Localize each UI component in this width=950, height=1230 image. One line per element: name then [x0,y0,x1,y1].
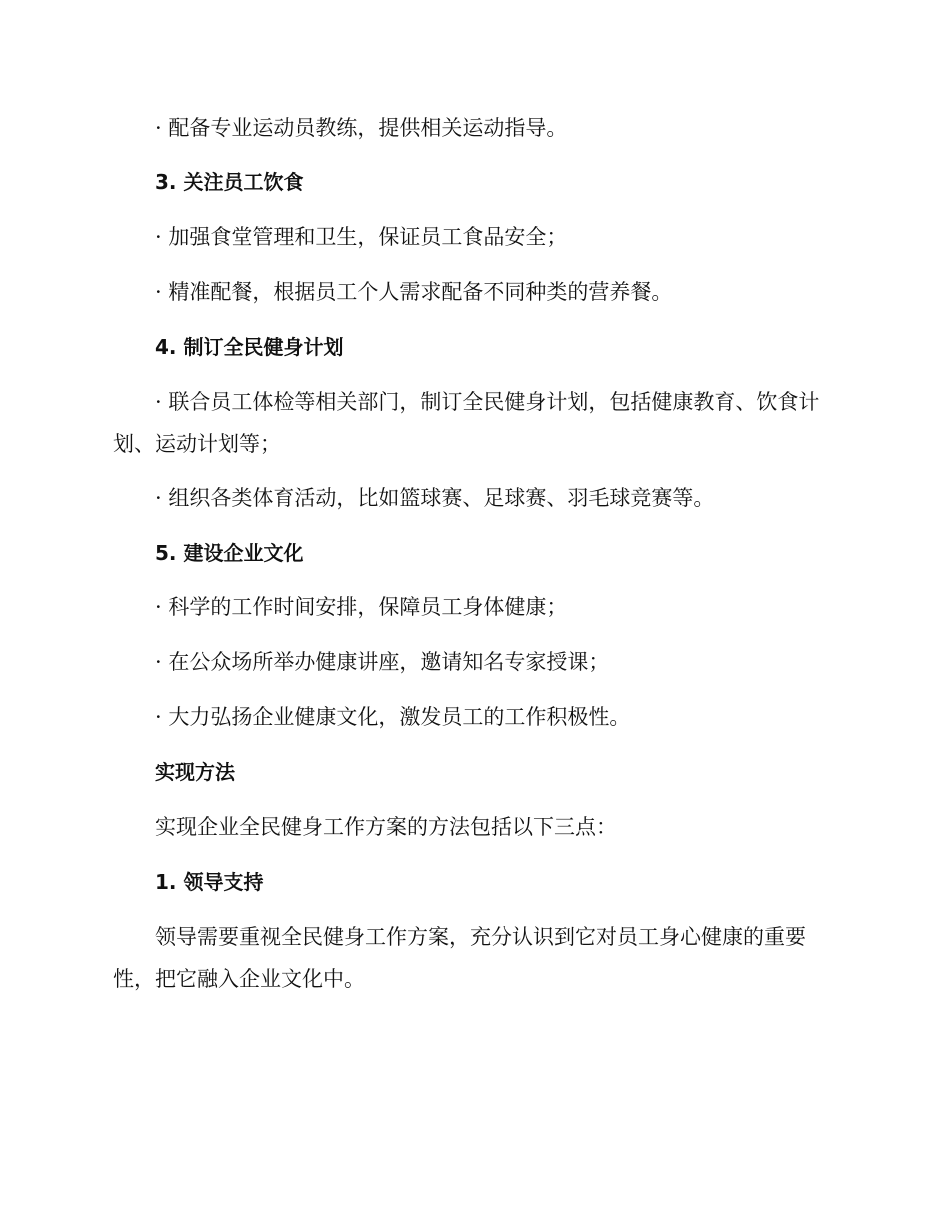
bullet-item: · 加强食堂管理和卫生，保证员工食品安全； [155,225,568,249]
section-heading: 4. 制订全民健身计划 [155,335,344,359]
bullet-item: · 精准配餐，根据员工个人需求配备不同种类的营养餐。 [155,280,673,304]
bullet-item: · 科学的工作时间安排，保障员工身体健康； [155,595,568,619]
bullet-item: · 大力弘扬企业健康文化，激发员工的工作积极性。 [155,705,631,729]
section-heading: 1. 领导支持 [155,870,264,894]
bullet-item: · 在公众场所举办健康讲座，邀请知名专家授课； [155,650,610,674]
section-heading: 实现方法 [155,760,235,784]
body-text: 实现企业全民健身工作方案的方法包括以下三点： [155,815,617,839]
section-heading: 3. 关注员工饮食 [155,170,304,194]
bullet-item: · 配备专业运动员教练，提供相关运动指导。 [155,116,568,140]
section-heading: 5. 建设企业文化 [155,541,304,565]
bullet-item: · 组织各类体育活动，比如篮球赛、足球赛、羽毛球竞赛等。 [155,486,715,510]
bullet-paragraph: · 联合员工体检等相关部门，制订全民健身计划，包括健康教育、饮食计划、运动计划等； [113,390,820,456]
body-paragraph: 领导需要重视全民健身工作方案，充分认识到它对员工身心健康的重要性，把它融入企业文化中。 [113,925,806,991]
